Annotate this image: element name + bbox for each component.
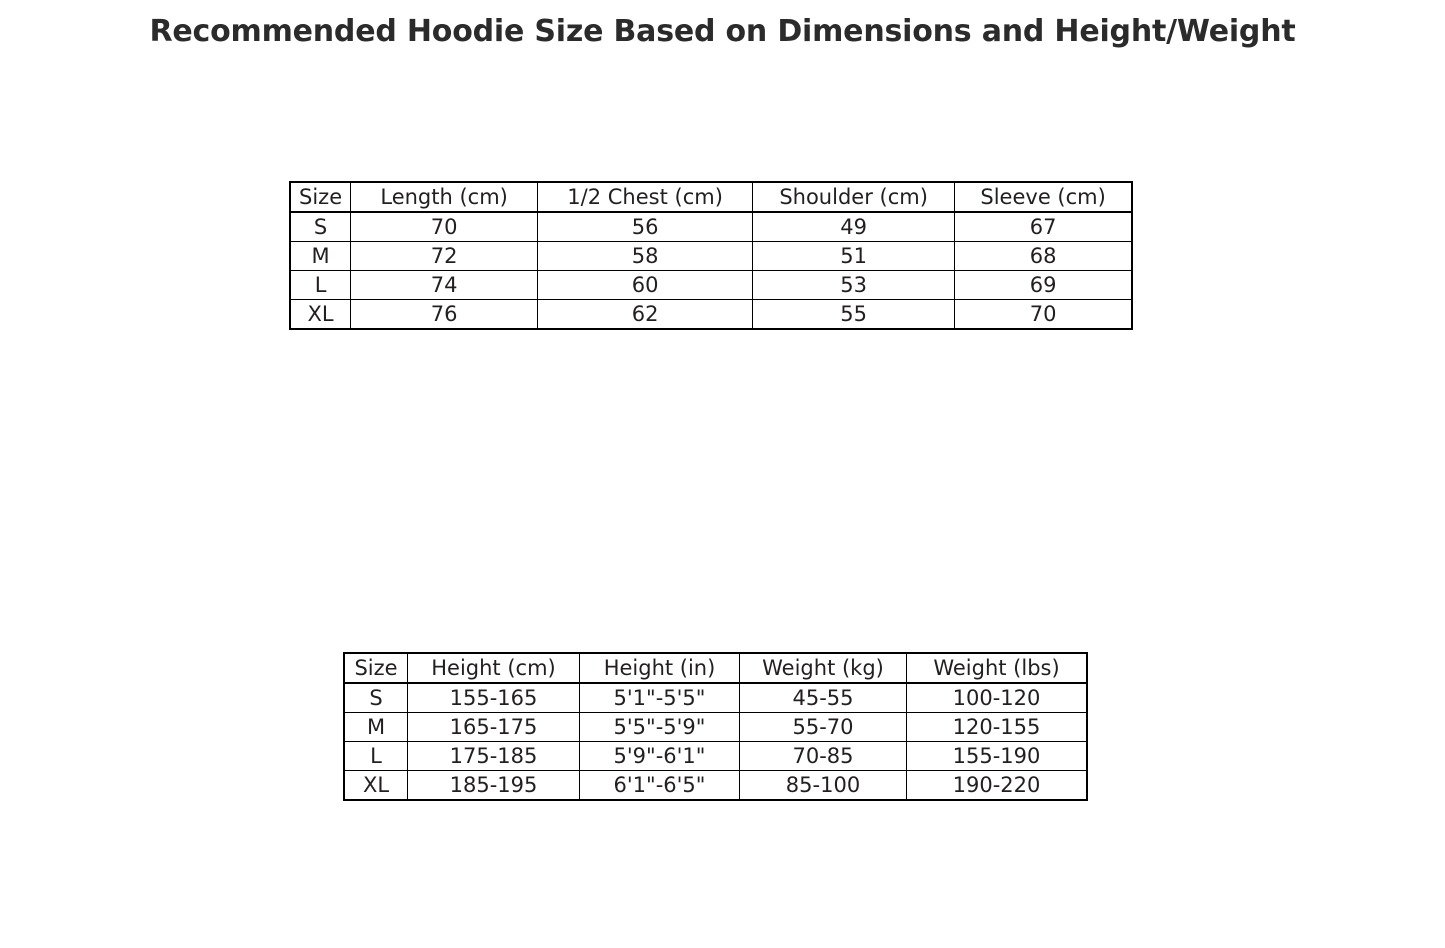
cell-weight-lbs: 190-220	[907, 771, 1088, 801]
cell-weight-lbs: 155-190	[907, 742, 1088, 771]
column-header-height-cm: Height (cm)	[408, 653, 580, 683]
cell-size: M	[290, 242, 351, 271]
cell-chest: 60	[538, 271, 753, 300]
cell-weight-kg: 55-70	[740, 713, 907, 742]
cell-sleeve: 70	[955, 300, 1133, 330]
column-header-length: Length (cm)	[351, 182, 538, 212]
cell-shoulder: 51	[753, 242, 955, 271]
cell-chest: 56	[538, 212, 753, 242]
cell-size: XL	[344, 771, 408, 801]
table-row	[344, 713, 1087, 742]
column-header-height-in: Height (in)	[580, 653, 740, 683]
cell-shoulder: 53	[753, 271, 955, 300]
table-row	[290, 271, 1132, 300]
cell-shoulder: 49	[753, 212, 955, 242]
cell-size: S	[290, 212, 351, 242]
cell-chest: 62	[538, 300, 753, 330]
cell-weight-lbs: 120-155	[907, 713, 1088, 742]
cell-weight-kg: 45-55	[740, 683, 907, 713]
column-header-size: Size	[290, 182, 351, 212]
column-header-sleeve: Sleeve (cm)	[955, 182, 1133, 212]
table-row	[344, 742, 1087, 771]
cell-height-in: 6'1"-6'5"	[580, 771, 740, 801]
cell-weight-lbs: 100-120	[907, 683, 1088, 713]
cell-sleeve: 68	[955, 242, 1133, 271]
table-row	[290, 242, 1132, 271]
cell-height-cm: 175-185	[408, 742, 580, 771]
cell-size: L	[344, 742, 408, 771]
column-header-size: Size	[344, 653, 408, 683]
cell-chest: 58	[538, 242, 753, 271]
hoodie-dimensions-table	[289, 181, 1133, 330]
height-weight-table	[343, 652, 1088, 801]
cell-size: M	[344, 713, 408, 742]
column-header-weight-kg: Weight (kg)	[740, 653, 907, 683]
page-title: Recommended Hoodie Size Based on Dimensions and Height/Weight	[149, 14, 1296, 49]
cell-height-in: 5'5"-5'9"	[580, 713, 740, 742]
cell-height-cm: 165-175	[408, 713, 580, 742]
cell-shoulder: 55	[753, 300, 955, 330]
cell-height-cm: 155-165	[408, 683, 580, 713]
cell-length: 72	[351, 242, 538, 271]
table-header-row	[290, 182, 1132, 212]
cell-height-cm: 185-195	[408, 771, 580, 801]
cell-weight-kg: 85-100	[740, 771, 907, 801]
table-row	[290, 212, 1132, 242]
table-row	[290, 300, 1132, 330]
cell-length: 76	[351, 300, 538, 330]
column-header-chest: 1/2 Chest (cm)	[538, 182, 753, 212]
cell-length: 74	[351, 271, 538, 300]
cell-size: XL	[290, 300, 351, 330]
cell-height-in: 5'1"-5'5"	[580, 683, 740, 713]
column-header-weight-lbs: Weight (lbs)	[907, 653, 1088, 683]
column-header-shoulder: Shoulder (cm)	[753, 182, 955, 212]
table-row	[344, 683, 1087, 713]
table-header-row	[344, 653, 1087, 683]
cell-height-in: 5'9"-6'1"	[580, 742, 740, 771]
cell-weight-kg: 70-85	[740, 742, 907, 771]
cell-sleeve: 67	[955, 212, 1133, 242]
cell-size: L	[290, 271, 351, 300]
cell-sleeve: 69	[955, 271, 1133, 300]
cell-size: S	[344, 683, 408, 713]
table-row	[344, 771, 1087, 801]
cell-length: 70	[351, 212, 538, 242]
